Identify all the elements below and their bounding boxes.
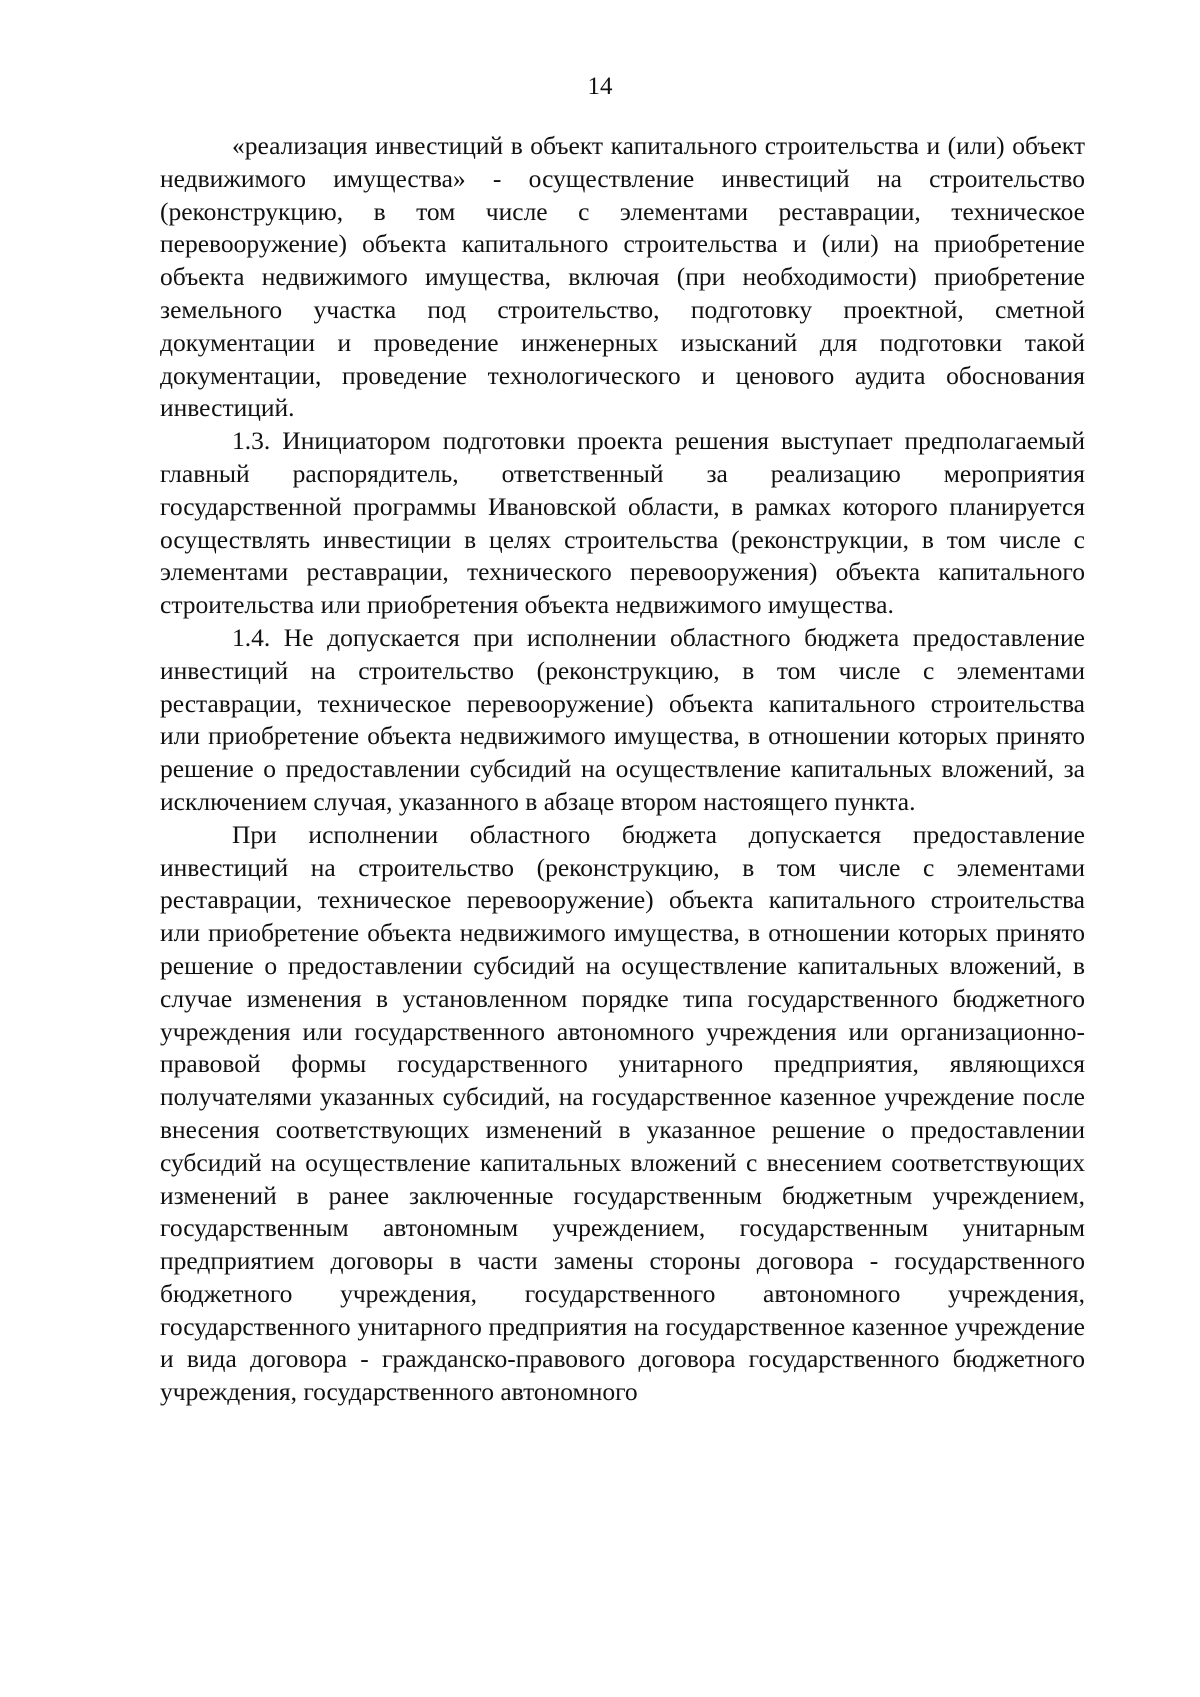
paragraph-1-4-second: При исполнении областного бюджета допускается предоставление инвестиций на строительство (реконструкцию, в том числе с элементами реставрации, техническое перевооружение) объекта капитального строительства или приобретение объекта недвижимого имущества, в отношении которых принято решение о предоставлении субсидий на осуществление капитальных вложений, в случае изменения в установленном порядке типа государственного бюджетного учреждения или государственного автономного учреждения или организационно-правовой формы государственного унитарного предприятия, являющихся получателями указанных субсидий, на государственное казенное учреждение после внесения соответствующих изменений в указанное решение о предоставлении субсидий на осуществление капитальных вложений с внесением соответствующих изменений в ранее заключенные государственным бюджетным учреждением, государственным автономным учреждением, государственным унитарным предприятием договоры в части замены стороны договора - государственного бюджетного учреждения, государственного автономного учреждения, государственного унитарного предприятия на государственное казенное учреждение и вида договора - гражданско-правового договора государственного бюджетного учреждения, государственного автономного	[160, 819, 1085, 1407]
paragraph-1-3: 1.3. Инициатором подготовки проекта решения выступает предполагаемый главный распорядитель, ответственный за реализацию мероприятия государственной программы Ивановской области, в рамках которого планируется осуществлять инвестиции в целях строительства (реконструкции, в том числе с элементами реставрации, технического перевооружения) объекта капитального строительства или приобретения объекта недвижимого имущества.	[160, 426, 1085, 620]
page-number: 14	[587, 73, 613, 100]
paragraph-1-4: 1.4. Не допускается при исполнении областного бюджета предоставление инвестиций на строительство (реконструкцию, в том числе с элементами реставрации, техническое перевооружение) объекта капитального строительства или приобретение объекта недвижимого имущества, в отношении которых принято решение о предоставлении субсидий на осуществление капитальных вложений, за исключением случая, указанного в абзаце втором настоящего пункта.	[160, 622, 1085, 816]
document-body	[160, 130, 1085, 1409]
paragraph-definition: «реализация инвестиций в объект капитального строительства и (или) объект недвижимого имущества» - осуществление инвестиций на строительство (реконструкцию, в том числе с элементами реставрации, техническое перевооружение) объекта капитального строительства и (или) на приобретение объекта недвижимого имущества, включая (при необходимости) приобретение земельного участка под строительство, подготовку проектной, сметной документации и проведение инженерных изысканий для подготовки такой документации, проведение технологического и ценового аудита обоснования инвестиций.	[160, 131, 1085, 423]
